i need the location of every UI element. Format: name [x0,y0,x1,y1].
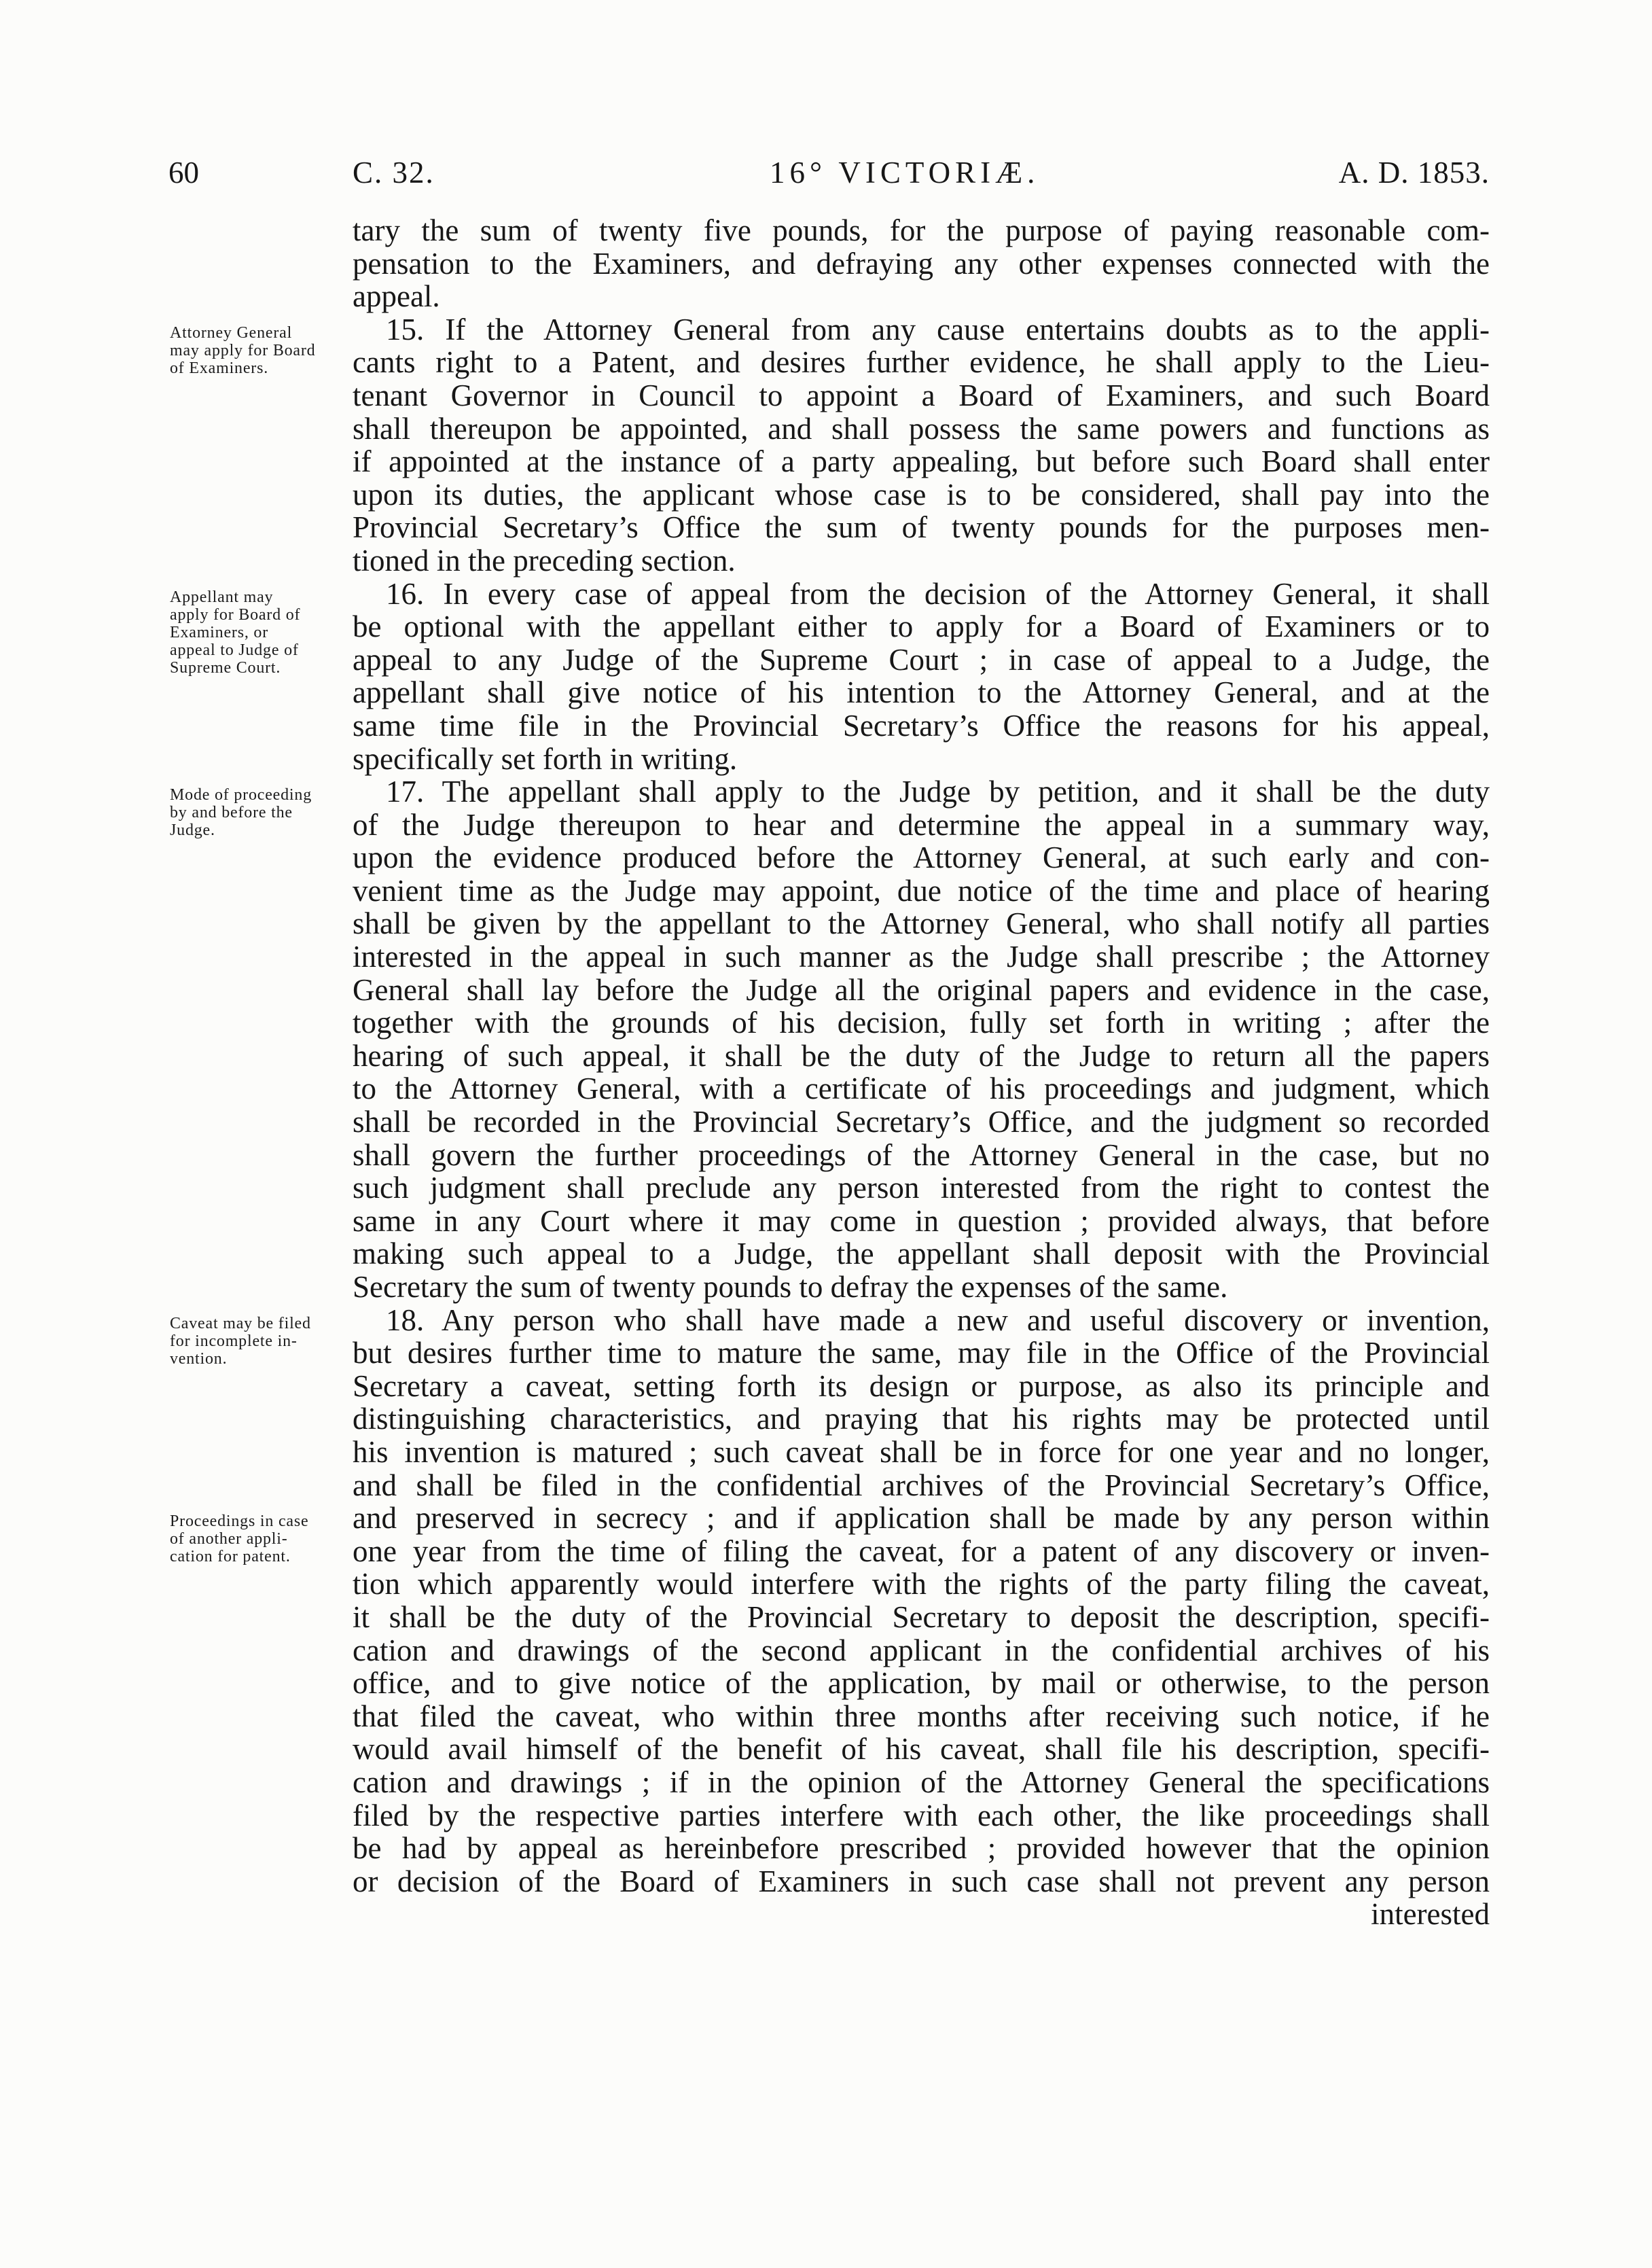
text-line: General shall lay before the Judge all the original papers and evidence in the case, [353,972,1490,1007]
text-line: tary the sum of twenty five pounds, for the purpose of paying reasonable com- [353,213,1490,247]
sidenote-line: Examiners, or [170,623,269,641]
regnal-year: 16° VICTORIÆ. [770,156,1040,190]
sidenote-line: by and before the [170,804,293,822]
sidenote-line: of Examiners. [170,359,269,377]
text-line: that filed the caveat, who within three months after receiving such notice, if he [353,1699,1490,1733]
text-line: his invention is matured ; such caveat shall be in force for one year and no longer, [353,1434,1490,1469]
text-line: shall thereupon be appointed, and shall possess the same powers and functions as [353,411,1490,446]
text-line: together with the grounds of his decision, fully set forth in writing ; after the [353,1006,1490,1040]
text-line: to the Attorney General, with a certificate of his proceedings and judgment, which [353,1071,1490,1106]
sidenote-line: appeal to Judge of [170,641,299,659]
sidenote-line: for incomplete in- [170,1332,298,1350]
text-line: and shall be filed in the confidential archives of the Provincial Secretary’s Office, [353,1468,1490,1502]
text-line: but desires further time to mature the same, may file in the Office of the Provincial [353,1336,1490,1370]
paragraph [353,214,1490,313]
line-text: 15. If the Attorney General from any cause entertains doubts as to the appli- [386,312,1490,347]
sidenote [170,1315,341,1368]
text-line: shall be recorded in the Provincial Secretary’s Office, and the judgment so recorded [353,1105,1490,1139]
sidenote-line: Mode of proceeding [170,786,312,804]
text-line: if appointed at the instance of a party appealing, but before such Board shall enter [353,444,1490,479]
catchword: interested [1371,1897,1490,1932]
sidenote-line: Appellant may [170,588,274,606]
chapter-number: C. 32. [353,156,435,190]
sidenote [170,1512,341,1565]
text-line: appeal. [353,279,440,314]
text-line: pensation to the Examiners, and defraying any other expenses connected with the [353,246,1490,281]
text-line: venient time as the Judge may appoint, due notice of the time and place of hearing [353,873,1490,908]
text-line: interested in the appeal in such manner as the Judge shall prescribe ; the Attorney [353,940,1490,974]
text-line: be optional with the appellant either to apply for a Board of Examiners or to [353,609,1490,644]
text-line: upon the evidence produced before the Attorney General, at such early and con- [353,840,1490,875]
text-line: Secretary the sum of twenty pounds to defray the expenses of the same. [353,1270,1228,1304]
text-line: of the Judge thereupon to hear and determine the appeal in a summary way, [353,807,1490,842]
sidenote-line: cation for patent. [170,1548,291,1566]
header-year: A. D. 1853. [1338,156,1490,190]
sidenote [170,588,341,677]
text-line: Secretary a caveat, setting forth its design or purpose, as also its principle and [353,1368,1490,1403]
sidenote-line: Attorney General [170,323,293,342]
text-line: one year from the time of filing the caveat, for a patent of any discovery or inven- [353,1534,1490,1568]
text-line: appeal to any Judge of the Supreme Court ; in case of appeal to a Judge, the [353,642,1490,677]
text-line: tion which apparently would interfere with the rights of the party filing the caveat, [353,1567,1490,1601]
paragraph [170,576,1490,776]
body-text [170,213,1490,1932]
line-text: 18. Any person who shall have made a new and useful discovery or invention, [386,1303,1490,1337]
text-line: such judgment shall preclude any person interested from the right to contest the [353,1171,1490,1205]
text-line: filed by the respective parties interfere with each other, the like proceedings shall [353,1798,1490,1832]
paragraph [170,775,1490,1304]
sidenote [170,786,341,839]
text-line: same in any Court where it may come in question ; provided always, that before [353,1203,1490,1238]
sidenote-line: Proceedings in case [170,1512,309,1531]
sidenote-line: Caveat may be filed [170,1314,311,1332]
text-line: or decision of the Board of Examiners in such case shall not prevent any person [353,1864,1490,1898]
text-line: appellant shall give notice of his intention to the Attorney General, and at the [353,675,1490,710]
text-line: cants right to a Patent, and desires further evidence, he shall apply to the Lieu- [353,345,1490,380]
text-line: shall be given by the appellant to the Attorney General, who shall notify all parties [353,906,1490,941]
text-line: making such appeal to a Judge, the appellant shall deposit with the Provincial [353,1237,1490,1271]
text-line: upon its duties, the applicant whose case is to be considered, shall pay into the [353,477,1490,512]
text-line: tenant Governor in Council to appoint a Board of Examiners, and such Board [353,378,1490,412]
text-line: Provincial Secretary’s Office the sum of twenty pounds for the purposes men- [353,510,1490,545]
sidenote-line: Supreme Court. [170,658,281,677]
sidenote [170,324,341,377]
text-line: specifically set forth in writing. [353,741,738,776]
text-line: cation and drawings ; if in the opinion of the Attorney General the specifications [353,1765,1490,1799]
sidenote-line: apply for Board of [170,605,301,624]
paragraph [170,312,1490,578]
text-line: would avail himself of the benefit of his caveat, shall file his description, specifi- [353,1732,1490,1767]
text-line: cation and drawings of the second applicant in the confidential archives of his [353,1633,1490,1667]
text-line: hearing of such appeal, it shall be the duty of the Judge to return all the papers [353,1038,1490,1073]
sidenote-line: Judge. [170,821,215,840]
text-line: be had by appeal as hereinbefore prescribed ; provided however that the opinion [353,1831,1490,1866]
text-line: it shall be the duty of the Provincial Secretary to deposit the description, specifi- [353,1599,1490,1634]
line-text: 17. The appellant shall apply to the Judge by petition, and it shall be the duty [386,775,1490,809]
text-line: tioned in the preceding section. [353,543,736,578]
text-line: office, and to give notice of the application, by mail or otherwise, to the person [353,1666,1490,1701]
sidenote-line: vention. [170,1349,228,1368]
line-text: and preserved in secrecy ; and if application shall be made by any person within [353,1501,1490,1536]
sidenote-line: may apply for Board [170,341,316,359]
sidenote-line: of another appli- [170,1530,288,1548]
paragraph [170,1303,1490,1898]
line-text: 16. In every case of appeal from the decision of the Attorney General, it shall [386,576,1490,611]
text-line: shall govern the further proceedings of the Attorney General in the case, but no [353,1137,1490,1172]
text-line: same time file in the Provincial Secretary’s Office the reasons for his appeal, [353,708,1490,743]
text-line: distinguishing characteristics, and praying that his rights may be protected until [353,1402,1490,1436]
page-number: 60 [168,156,199,190]
